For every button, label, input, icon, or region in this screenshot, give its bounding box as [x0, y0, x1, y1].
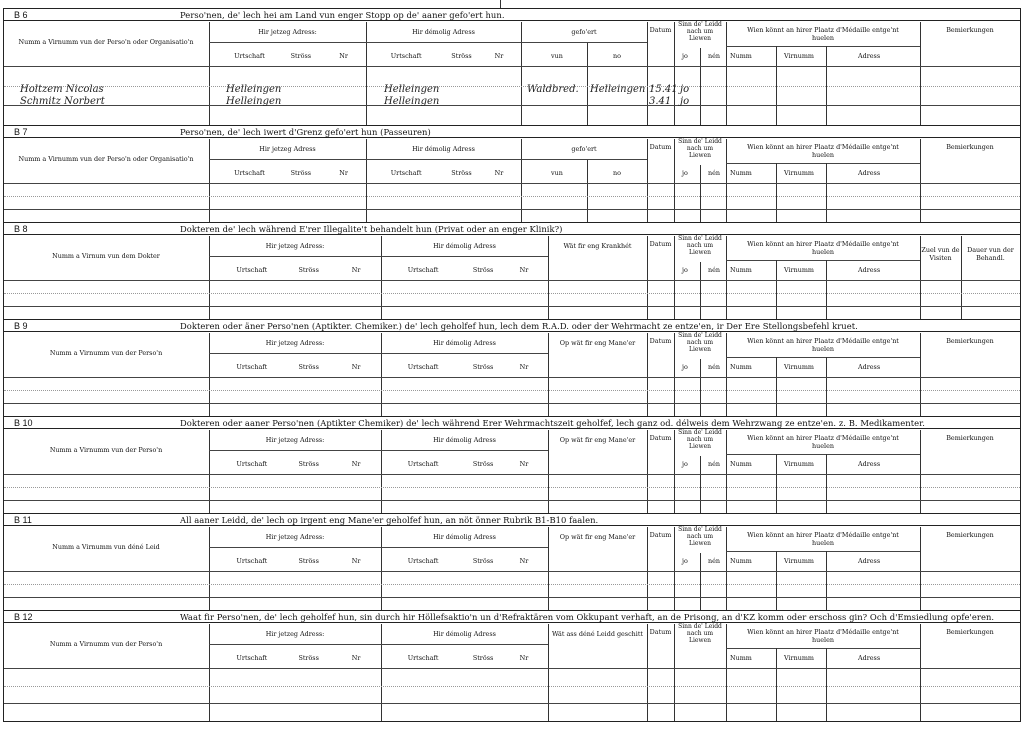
- sub-no-label: nén: [708, 266, 721, 274]
- section-table: [4, 610, 1020, 721]
- section-code: B 9: [14, 321, 28, 331]
- col-remarks-header: Bemierkungen: [946, 26, 994, 34]
- header-subline: [381, 644, 548, 645]
- sub-name-label: Numm: [730, 557, 752, 565]
- column-divider: [826, 454, 827, 513]
- header-subline: [726, 551, 920, 552]
- col-old-address-header: Hir démolig Adress: [412, 28, 475, 36]
- handwritten-to: Helleingen: [590, 84, 646, 95]
- sub-street-label: Ströss: [451, 169, 472, 177]
- form-sheet: [3, 8, 1021, 722]
- sub-nr-label: Nr: [339, 169, 348, 177]
- col-name-header: Numm a Virnumm vun déné Leid: [52, 543, 160, 551]
- sub-name-label: Numm: [730, 169, 752, 177]
- col-what-header: Wät ass déné Leidd geschitt: [552, 630, 643, 638]
- col-date-header: Datum: [649, 240, 672, 248]
- sub-yes-label: jo: [682, 266, 688, 274]
- sub-name-label: Numm: [730, 363, 752, 371]
- handwritten-yes: jo: [680, 96, 690, 107]
- column-divider: [587, 159, 588, 222]
- col-alive-header: Sinn de' Leidd nach um Liewen: [678, 623, 722, 644]
- header-bottom-line: [4, 668, 1020, 669]
- col-name-header: Numm a Virnumm vun der Perso'n: [49, 640, 163, 648]
- entry-row-line: [4, 597, 1020, 598]
- section-title: Dokteren oder aaner Perso'nen (Aptikter Chemiker) de' lech während Erer Wehrmachtszeit geholfef, lech ganz od. délweis dem Wehrzwang ze entze'en. z. B. Medikamenter.: [180, 418, 926, 428]
- sub-town-label: Urtschaft: [236, 654, 268, 662]
- section-b8: [4, 222, 1020, 319]
- sub-nr-label: Nr: [519, 557, 529, 565]
- col-date-header: Datum: [649, 434, 672, 442]
- handwritten-town: Helleingen: [384, 84, 440, 95]
- sub-town-label: Urtschaft: [234, 52, 265, 60]
- column-divider: [826, 260, 827, 319]
- column-divider: [920, 22, 921, 125]
- col-alive-header: Sinn de' Leidd nach um Liewen: [678, 138, 722, 159]
- entry-row-line: [4, 86, 1020, 87]
- col-old-address-header: Hir démolig Adress: [433, 242, 496, 250]
- header-subline: [209, 256, 381, 257]
- section-code: B 7: [14, 127, 28, 137]
- col-remarks-header: Bemierkungen: [946, 531, 994, 539]
- header-subline: [381, 353, 548, 354]
- sub-town-label: Urtschaft: [407, 654, 439, 662]
- entry-row-line: [4, 306, 1020, 307]
- column-divider: [826, 163, 827, 222]
- col-date-header: Datum: [649, 26, 672, 34]
- section-code: B 8: [14, 224, 28, 234]
- column-divider: [826, 648, 827, 721]
- sub-addr-label: Adress: [858, 266, 881, 274]
- col-medal-header: Wien könnt an hirer Plaatz d'Médaille entge'nt huelen: [747, 531, 899, 547]
- section-table: [4, 416, 1020, 513]
- col-remarks-header: Bemierkungen: [946, 143, 994, 151]
- col-what-header: Wät fir eng Krankhét: [563, 242, 632, 250]
- col-current-address-header: Hir jetzeg Adress:: [265, 339, 325, 347]
- col-name-header: Numm a Virnumm vun der Perso'n oder Organisatio'n: [18, 38, 194, 46]
- sub-street-label: Ströss: [290, 169, 312, 177]
- header-bottom-line: [4, 474, 1020, 475]
- sub-addr-label: Adress: [858, 363, 881, 371]
- sub-addr-label: Adress: [858, 460, 881, 468]
- sub-yes-label: jo: [682, 557, 688, 565]
- header-subline: [726, 46, 920, 47]
- sub-town-label: Urtschaft: [390, 52, 422, 60]
- col-name-header: Numm a Virnumm vun der Perso'n: [49, 446, 163, 454]
- column-divider: [826, 551, 827, 610]
- col-name-header: Numm a Virnum vun dem Dokter: [52, 252, 160, 260]
- sub-nr-label: Nr: [351, 363, 361, 371]
- section-table: [4, 319, 1020, 416]
- sub-nr-label: Nr: [494, 169, 504, 177]
- column-divider: [700, 456, 701, 513]
- header-subline: [381, 547, 548, 548]
- col-date-header: Datum: [649, 337, 672, 345]
- header-subline: [726, 454, 920, 455]
- sub-nr-label: Nr: [519, 460, 529, 468]
- header-bottom-line: [4, 183, 1020, 184]
- section-b10: [4, 416, 1020, 513]
- entry-row-line: [4, 293, 1020, 294]
- sub-street-label: Ströss: [298, 460, 319, 468]
- sub-nr-label: Nr: [494, 52, 504, 60]
- entry-row-line: [4, 403, 1020, 404]
- column-divider: [776, 551, 777, 610]
- sub-nr-label: Nr: [351, 460, 361, 468]
- section-table: [4, 8, 1020, 125]
- section-code: B 6: [14, 10, 28, 20]
- section-title: Dokteren de' lech während E'rer Illegalite't behandelt hun (Privat oder an enger Klinik?): [180, 224, 563, 234]
- header-subline: [209, 644, 381, 645]
- column-divider: [587, 42, 588, 125]
- column-divider: [521, 22, 522, 125]
- sub-name-label: Numm: [730, 52, 752, 60]
- sub-addr-label: Adress: [858, 169, 881, 177]
- col-alive-header: Sinn de' Leidd nach um Liewen: [678, 526, 722, 547]
- handwritten-town: Helleingen: [226, 96, 282, 107]
- section-b11: [4, 513, 1020, 610]
- sub-addr-label: Adress: [858, 52, 881, 60]
- sub-nr-label: Nr: [519, 266, 529, 274]
- sub-from-label: vun: [551, 52, 563, 60]
- col-medal-header: Wien könnt an hirer Plaatz d'Médaille entge'nt huelen: [747, 337, 899, 353]
- col-current-address-header: Hir jetzeg Adress:: [265, 533, 325, 541]
- top-tick-mark: [500, 0, 501, 8]
- column-divider: [776, 163, 777, 222]
- handwritten-name: Holtzem Nicolas: [20, 84, 104, 95]
- col-duration-header: Dauer vun der Behandl.: [967, 246, 1014, 262]
- section-b7: [4, 125, 1020, 222]
- sub-street-label: Ströss: [298, 654, 319, 662]
- sub-town-label: Urtschaft: [407, 266, 439, 274]
- col-current-address-header: Hir jetzeg Adress:: [265, 242, 325, 250]
- col-remarks-header: Bemierkungen: [946, 434, 994, 442]
- section-title: Dokteren oder äner Perso'nen (Aptikter. Chemiker.) de' lech geholfef hun, lech dem R.A.D. oder der Wehrmacht ze entze'en, ir Der Ere Stellongsbefehl kruet.: [180, 321, 858, 331]
- entry-row-line: [4, 196, 1020, 197]
- col-remarks-header: Bemierkungen: [946, 628, 994, 636]
- section-title: Perso'nen, de' lech iwert d'Grenz gefo'ert hun (Passeuren): [180, 127, 431, 137]
- column-divider: [920, 624, 921, 721]
- section-title: Waat fir Perso'nen, de' lech geholfef hun, sin durch hir Höllefsaktio'n un d'Refraktären vom Okkupant verhaft, an de Prisong, an d'KZ komm oder erschoss gin? Och d'Emsiedlung opfe'eren.: [180, 612, 995, 622]
- sub-no-label: nén: [708, 363, 721, 371]
- column-divider: [548, 624, 549, 721]
- section-table: [4, 513, 1020, 610]
- sub-town-label: Urtschaft: [236, 557, 268, 565]
- column-divider: [647, 624, 648, 721]
- entry-row-line: [4, 390, 1020, 391]
- col-what-header: Op wät fir eng Mane'er: [559, 339, 636, 347]
- col-current-address-header: Hir jetzeg Adress:: [258, 28, 317, 36]
- sub-name-label: Numm: [730, 654, 752, 662]
- col-name-header: Numm a Virnumm vun der Perso'n: [49, 349, 163, 357]
- sub-no-label: nén: [708, 557, 721, 565]
- col-alive-header: Sinn de' Leidd nach um Liewen: [678, 21, 722, 42]
- column-divider: [700, 553, 701, 610]
- sub-nr-label: Nr: [351, 266, 361, 274]
- column-divider: [674, 624, 675, 721]
- sub-town-label: Urtschaft: [407, 460, 439, 468]
- header-subline: [209, 547, 381, 548]
- sub-yes-label: jo: [682, 363, 688, 371]
- col-medal-header: Wien könnt an hirer Plaatz d'Médaille entge'nt huelen: [747, 628, 899, 644]
- section-b12: [4, 610, 1020, 721]
- column-divider: [776, 357, 777, 416]
- section-table: [4, 125, 1020, 222]
- col-moved-header: gefo'ert: [571, 28, 597, 36]
- column-divider: [381, 624, 382, 721]
- handwritten-date: 3.41: [649, 96, 672, 107]
- sub-town-label: Urtschaft: [234, 169, 265, 177]
- sub-street-label: Ströss: [290, 52, 312, 60]
- header-bottom-line: [4, 571, 1020, 572]
- header-subline: [209, 450, 381, 451]
- sub-yes-label: jo: [682, 52, 688, 60]
- sub-town-label: Urtschaft: [236, 460, 268, 468]
- column-divider: [700, 262, 701, 319]
- column-divider: [209, 22, 210, 125]
- column-divider: [826, 357, 827, 416]
- sub-street-label: Ströss: [298, 557, 319, 565]
- col-date-header: Datum: [649, 628, 672, 636]
- entry-row-line: [4, 209, 1020, 210]
- column-divider: [776, 648, 777, 721]
- sub-street-label: Ströss: [298, 363, 319, 371]
- header-subline: [209, 353, 381, 354]
- col-alive-header: Sinn de' Leidd nach um Liewen: [678, 332, 722, 353]
- sub-first-label: Virnumm: [784, 557, 814, 565]
- sub-yes-label: jo: [682, 460, 688, 468]
- col-what-header: Op wät fir eng Mane'er: [559, 533, 636, 541]
- sub-street-label: Ströss: [472, 460, 494, 468]
- handwritten-town: Helleingen: [226, 84, 282, 95]
- sub-nr-label: Nr: [339, 52, 348, 60]
- col-date-header: Datum: [649, 143, 672, 151]
- section-title: Perso'nen, de' lech hei am Land vun enger Stopp op de' aaner gefo'ert hun.: [180, 10, 505, 20]
- sub-first-label: Virnumm: [784, 363, 814, 371]
- sub-addr-label: Adress: [858, 557, 881, 565]
- col-current-address-header: Hir jetzeg Adress: [259, 145, 316, 153]
- col-old-address-header: Hir démolig Adress: [433, 630, 496, 638]
- header-subline: [366, 42, 521, 43]
- sub-nr-label: Nr: [351, 557, 361, 565]
- col-current-address-header: Hir jetzeg Adress:: [265, 630, 325, 638]
- col-date-header: Datum: [649, 531, 672, 539]
- column-divider: [700, 165, 701, 222]
- col-medal-header: Wien könnt an hirer Plaatz d'Médaille entge'nt huelen: [747, 240, 899, 256]
- col-old-address-header: Hir démolig Adress: [433, 533, 496, 541]
- entry-row-line: [4, 703, 1020, 704]
- header-subline: [726, 163, 920, 164]
- header-subline: [726, 648, 920, 649]
- sub-town-label: Urtschaft: [390, 169, 422, 177]
- sub-town-label: Urtschaft: [407, 363, 439, 371]
- section-b6: [4, 8, 1020, 125]
- header-subline: [381, 256, 548, 257]
- header-subline: [209, 159, 366, 160]
- entry-row-line: [4, 686, 1020, 687]
- col-alive-header: Sinn de' Leidd nach um Liewen: [678, 235, 722, 256]
- sub-street-label: Ströss: [472, 557, 494, 565]
- sub-first-label: Virnumm: [784, 169, 814, 177]
- section-b9: [4, 319, 1020, 416]
- col-name-header: Numm a Virnumm vun der Perso'n oder Organisatio'n: [18, 155, 194, 163]
- entry-row-line: [4, 584, 1020, 585]
- column-divider: [700, 359, 701, 416]
- col-medal-header: Wien könnt an hirer Plaatz d'Médaille entge'nt huelen: [747, 143, 899, 159]
- sub-town-label: Urtschaft: [236, 266, 268, 274]
- sub-name-label: Numm: [730, 460, 752, 468]
- header-subline: [366, 159, 521, 160]
- handwritten-yes: jo: [680, 84, 690, 95]
- sub-addr-label: Adress: [858, 654, 881, 662]
- entry-row-line: [4, 105, 1020, 106]
- sub-no-label: nén: [708, 169, 721, 177]
- col-old-address-header: Hir démolig Adress: [433, 339, 496, 347]
- sub-first-label: Virnumm: [784, 52, 814, 60]
- header-bottom-line: [4, 280, 1020, 281]
- col-current-address-header: Hir jetzeg Adress:: [265, 436, 325, 444]
- sub-name-label: Numm: [730, 266, 752, 274]
- sub-first-label: Virnumm: [784, 460, 814, 468]
- section-code: B 10: [14, 418, 33, 428]
- col-visits-header: Zuel vun de Visiten: [921, 246, 960, 262]
- column-divider: [776, 260, 777, 319]
- col-old-address-header: Hir démolig Adress: [433, 436, 496, 444]
- sub-street-label: Ströss: [472, 654, 494, 662]
- col-medal-header: Wien könnt an hirer Plaatz d'Médaille entge'nt huelen: [747, 26, 899, 42]
- sub-no-label: nén: [708, 52, 721, 60]
- handwritten-town: Helleingen: [384, 96, 440, 107]
- header-bottom-line: [4, 66, 1020, 67]
- header-subline: [521, 159, 647, 160]
- sub-street-label: Ströss: [472, 363, 494, 371]
- sub-street-label: Ströss: [472, 266, 494, 274]
- handwritten-from: Waldbred.: [527, 84, 579, 95]
- sub-street-label: Ströss: [298, 266, 319, 274]
- section-code: B 11: [14, 515, 32, 525]
- sub-street-label: Ströss: [451, 52, 472, 60]
- col-old-address-header: Hir démolig Adress: [412, 145, 475, 153]
- header-subline: [381, 450, 548, 451]
- header-subline: [521, 42, 647, 43]
- section-title: All aaner Leidd, de' lech op irgent eng Mane'er geholfef hun, an nöt önner Rubrik B1-B10 faalen.: [180, 515, 599, 525]
- sub-no-label: nén: [708, 460, 721, 468]
- sub-town-label: Urtschaft: [236, 363, 268, 371]
- header-subline: [726, 357, 920, 358]
- col-remarks-header: Bemierkungen: [946, 337, 994, 345]
- sub-yes-label: jo: [682, 169, 688, 177]
- column-divider: [776, 454, 777, 513]
- col-medal-header: Wien könnt an hirer Plaatz d'Médaille entge'nt huelen: [747, 434, 899, 450]
- sub-to-label: no: [613, 52, 621, 60]
- column-divider: [726, 624, 727, 721]
- entry-row-line: [4, 500, 1020, 501]
- sub-town-label: Urtschaft: [407, 557, 439, 565]
- section-table: [4, 222, 1020, 319]
- column-divider: [209, 624, 210, 721]
- col-what-header: Op wät fir eng Mane'er: [559, 436, 636, 444]
- column-divider: [366, 22, 367, 125]
- handwritten-name: Schmitz Norbert: [20, 96, 105, 107]
- handwritten-date: 15.41: [649, 84, 678, 95]
- sub-nr-label: Nr: [519, 654, 529, 662]
- entry-row-line: [4, 487, 1020, 488]
- header-subline: [209, 42, 366, 43]
- column-divider: [647, 22, 648, 125]
- sub-first-label: Virnumm: [784, 266, 814, 274]
- sub-first-label: Virnumm: [784, 654, 814, 662]
- header-bottom-line: [4, 377, 1020, 378]
- sub-nr-label: Nr: [351, 654, 361, 662]
- section-code: B 12: [14, 612, 33, 622]
- col-moved-header: gefo'ert: [571, 145, 597, 153]
- sub-nr-label: Nr: [519, 363, 529, 371]
- header-subline: [726, 260, 920, 261]
- sub-to-label: no: [613, 169, 621, 177]
- col-alive-header: Sinn de' Leidd nach um Liewen: [678, 429, 722, 450]
- column-divider: [726, 22, 727, 125]
- sub-from-label: vun: [551, 169, 563, 177]
- column-divider: [674, 22, 675, 125]
